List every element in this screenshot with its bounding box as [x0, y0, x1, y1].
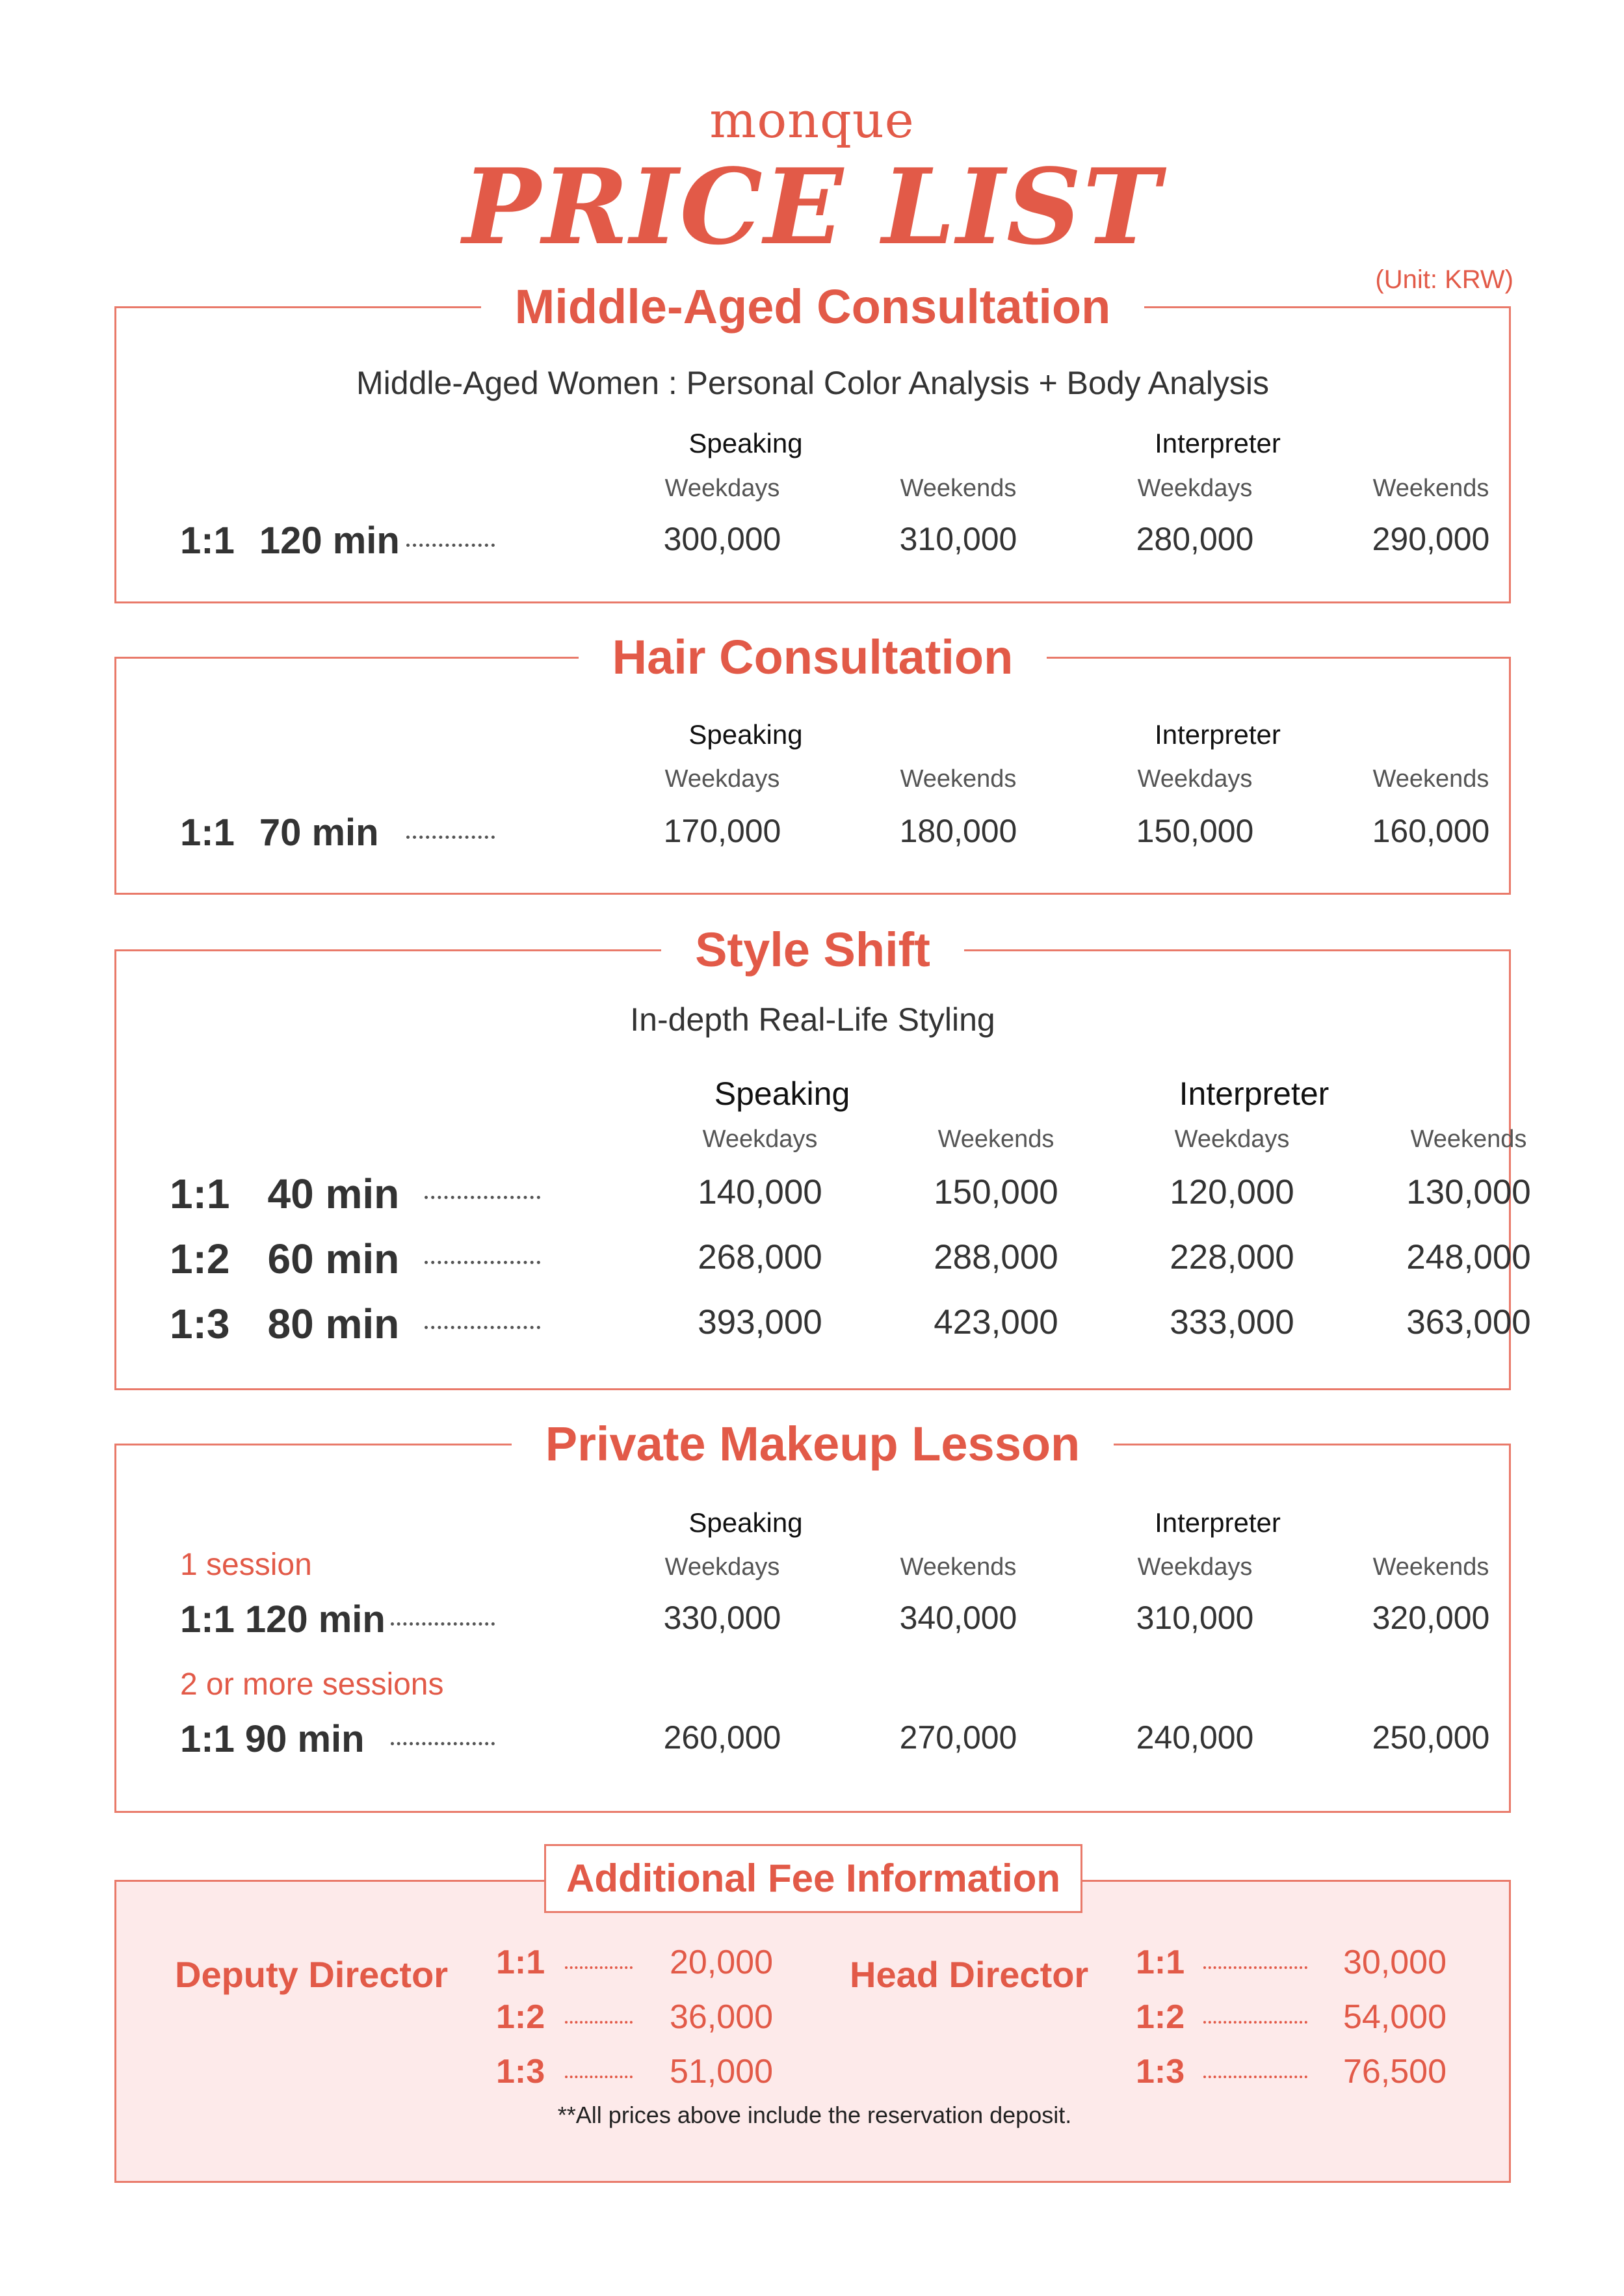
fee-ratio: 1:1 — [1136, 1944, 1185, 1981]
row-label — [180, 811, 379, 854]
duration: 70 min — [259, 812, 379, 854]
speaking-header: Speaking — [714, 1075, 850, 1112]
ratio: 1:1 — [180, 812, 235, 854]
weekends-header: Weekends — [1372, 765, 1489, 793]
price-speaking-weekdays: 330,000 — [663, 1600, 781, 1636]
weekends-header: Weekends — [900, 1553, 1017, 1581]
weekends-header: Weekends — [1372, 475, 1489, 502]
fee-ratio: 1:1 — [496, 1944, 545, 1981]
dotted-leader — [406, 836, 495, 839]
dotted-leader — [425, 1261, 540, 1264]
price-interpreter-weekends: 290,000 — [1372, 521, 1490, 557]
price-speaking-weekends: 180,000 — [899, 813, 1017, 849]
price-interpreter-weekdays: 333,000 — [1170, 1303, 1294, 1341]
speaking-header: Speaking — [688, 428, 803, 458]
speaking-header: Speaking — [688, 1507, 803, 1538]
deputy-director-label: Deputy Director — [175, 1954, 449, 1995]
price-speaking-weekends: 270,000 — [899, 1719, 1017, 1756]
deputy-fee-value: 20,000 — [669, 1944, 773, 1981]
ratio: 1:1 — [180, 1598, 235, 1641]
unit-note: (Unit: KRW) — [1375, 265, 1513, 294]
ratio: 1:3 — [170, 1300, 230, 1347]
dotted-leader — [565, 1966, 633, 1969]
fee-ratio: 1:2 — [1136, 1998, 1185, 2036]
dotted-leader — [565, 2076, 633, 2078]
duration: 120 min — [259, 520, 400, 562]
price-speaking-weekdays: 300,000 — [663, 521, 781, 557]
row-label — [170, 1170, 399, 1218]
interpreter-header: Interpreter — [1155, 1507, 1281, 1538]
price-speaking-weekdays: 260,000 — [663, 1719, 781, 1756]
weekdays-header: Weekdays — [1137, 765, 1253, 793]
section-subtitle: Middle-Aged Women : Personal Color Analysis + Body Analysis — [356, 365, 1269, 401]
interpreter-header: Interpreter — [1179, 1075, 1329, 1112]
duration: 60 min — [267, 1235, 400, 1282]
price-interpreter-weekends: 250,000 — [1372, 1719, 1490, 1756]
ratio: 1:2 — [170, 1235, 230, 1282]
section-title: Hair Consultation — [579, 626, 1047, 689]
section-title: Style Shift — [661, 919, 964, 981]
price-interpreter-weekends: 130,000 — [1406, 1173, 1531, 1211]
brand-logo: monque — [709, 91, 915, 149]
duration: 80 min — [267, 1300, 400, 1347]
weekdays-header: Weekdays — [1137, 475, 1253, 502]
deputy-fee-value: 51,000 — [669, 2053, 773, 2091]
section-style-shift — [114, 923, 1531, 1390]
page-title: PRICE LIST — [462, 146, 1162, 268]
price-speaking-weekdays: 268,000 — [698, 1238, 822, 1276]
section-title: Private Makeup Lesson — [512, 1413, 1114, 1475]
price-speaking-weekends: 288,000 — [934, 1238, 1058, 1276]
session-label-multiple: 2 or more sessions — [180, 1667, 444, 1702]
weekdays-header: Weekdays — [1137, 1553, 1253, 1581]
interpreter-header: Interpreter — [1155, 428, 1281, 458]
row-label — [170, 1300, 399, 1348]
weekends-header: Weekends — [1372, 1553, 1489, 1581]
dotted-leader — [1203, 1966, 1307, 1969]
session-label-single: 1 session — [180, 1548, 312, 1582]
price-interpreter-weekends: 320,000 — [1372, 1600, 1490, 1636]
additional-fee-box — [114, 1880, 1511, 2183]
fee-ratio: 1:3 — [1136, 2053, 1185, 2091]
weekends-header: Weekends — [1410, 1126, 1527, 1153]
section-middle-aged-consultation — [114, 280, 1511, 603]
additional-fee-title: Additional Fee Information — [544, 1844, 1082, 1913]
price-speaking-weekends: 423,000 — [934, 1303, 1058, 1341]
row-label — [180, 1598, 386, 1641]
head-fee-value: 54,000 — [1342, 1998, 1447, 2036]
dotted-leader — [391, 1742, 495, 1745]
dotted-leader — [1203, 2021, 1307, 2024]
price-interpreter-weekdays: 280,000 — [1136, 521, 1254, 557]
duration: 120 min — [244, 1598, 386, 1641]
footnote: **All prices above include the reservation deposit. — [557, 2102, 1072, 2128]
price-speaking-weekdays: 393,000 — [698, 1303, 822, 1341]
fee-ratio: 1:2 — [496, 1998, 545, 2036]
dotted-leader — [425, 1196, 540, 1199]
ratio: 1:1 — [180, 520, 235, 562]
duration: 90 min — [244, 1718, 365, 1760]
head-fee-value: 76,500 — [1342, 2053, 1447, 2091]
dotted-leader — [406, 544, 495, 547]
weekdays-header: Weekdays — [702, 1126, 818, 1153]
deputy-fee-value: 36,000 — [669, 1998, 773, 2036]
price-interpreter-weekdays: 150,000 — [1136, 813, 1254, 849]
ratio: 1:1 — [170, 1170, 230, 1217]
duration: 40 min — [267, 1170, 400, 1217]
price-speaking-weekends: 310,000 — [899, 521, 1017, 557]
price-interpreter-weekdays: 120,000 — [1170, 1173, 1294, 1211]
price-speaking-weekdays: 170,000 — [663, 813, 781, 849]
price-speaking-weekdays: 140,000 — [698, 1173, 822, 1211]
weekends-header: Weekends — [900, 765, 1017, 793]
price-interpreter-weekends: 248,000 — [1406, 1238, 1531, 1276]
price-speaking-weekends: 340,000 — [899, 1600, 1017, 1636]
section-title: Middle-Aged Consultation — [481, 276, 1145, 338]
row-label — [180, 1717, 365, 1761]
dotted-leader — [391, 1622, 495, 1626]
head-director-label: Head Director — [850, 1954, 1089, 1995]
weekdays-header: Weekdays — [664, 475, 780, 502]
row-label — [180, 519, 400, 562]
ratio: 1:1 — [180, 1718, 235, 1760]
weekends-header: Weekends — [900, 475, 1017, 502]
row-label — [170, 1235, 399, 1283]
dotted-leader — [425, 1326, 540, 1329]
price-interpreter-weekends: 363,000 — [1406, 1303, 1531, 1341]
section-subtitle: In-depth Real-Life Styling — [630, 1001, 995, 1038]
section-hair-consultation — [114, 630, 1511, 895]
weekends-header: Weekends — [937, 1126, 1054, 1153]
head-fee-value: 30,000 — [1342, 1944, 1447, 1981]
price-speaking-weekends: 150,000 — [934, 1173, 1058, 1211]
weekdays-header: Weekdays — [664, 765, 780, 793]
dotted-leader — [1203, 2076, 1307, 2078]
section-private-makeup-lesson — [114, 1417, 1511, 1813]
price-interpreter-weekdays: 228,000 — [1170, 1238, 1294, 1276]
speaking-header: Speaking — [688, 719, 803, 750]
fee-ratio: 1:3 — [496, 2053, 545, 2091]
weekdays-header: Weekdays — [1174, 1126, 1290, 1153]
dotted-leader — [565, 2021, 633, 2024]
price-interpreter-weekdays: 310,000 — [1136, 1600, 1254, 1636]
price-interpreter-weekdays: 240,000 — [1136, 1719, 1254, 1756]
weekdays-header: Weekdays — [664, 1553, 780, 1581]
interpreter-header: Interpreter — [1155, 719, 1281, 750]
price-interpreter-weekends: 160,000 — [1372, 813, 1490, 849]
